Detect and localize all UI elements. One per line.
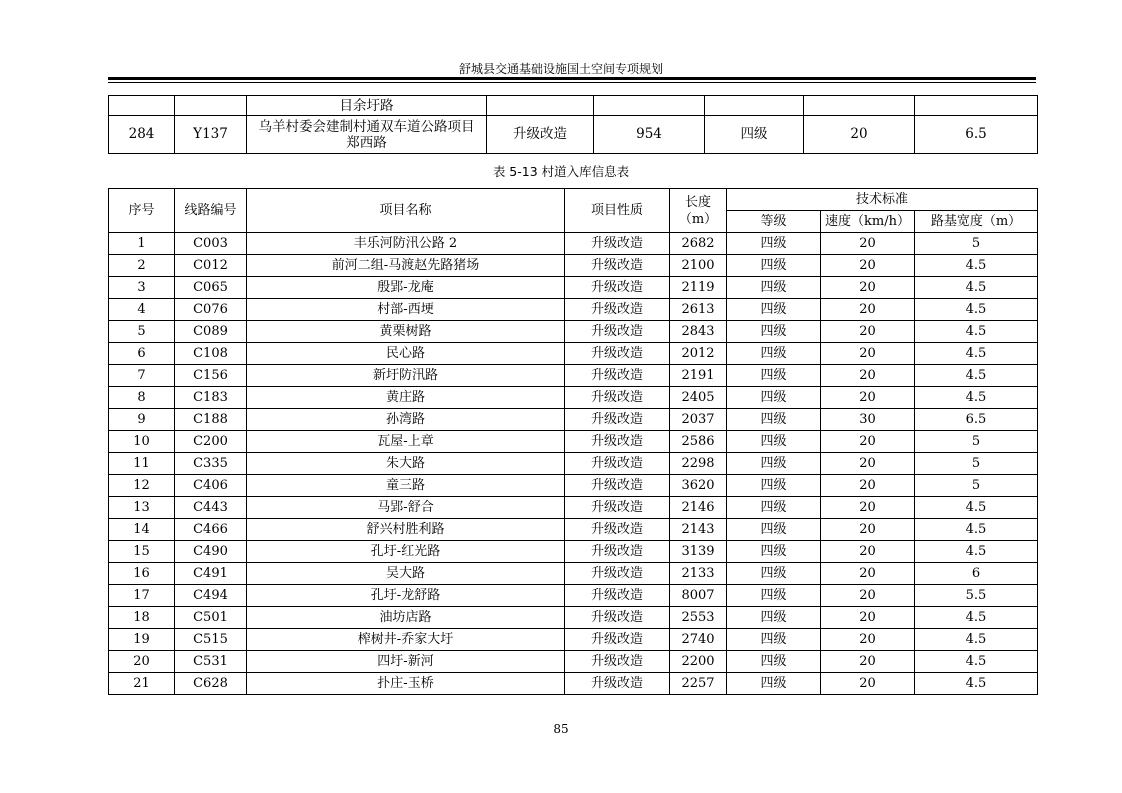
page-number: 85	[553, 722, 569, 736]
cell-project-name: 目余圩路	[247, 96, 487, 116]
cell-roadbed-width: 4.5	[915, 321, 1038, 343]
table-row	[109, 673, 1038, 695]
cell-route-code: C003	[175, 233, 247, 255]
cell-route-code: Y137	[175, 116, 247, 154]
header-route-code: 线路编号	[175, 189, 247, 233]
cell-project-name: 孔圩-龙舒路	[247, 585, 565, 607]
table-row	[109, 409, 1038, 431]
cell-grade: 四级	[727, 541, 821, 563]
cell-seq: 19	[109, 629, 175, 651]
continuation-table	[108, 95, 1038, 154]
cell-grade: 四级	[727, 629, 821, 651]
cell-project-name: 村部-西埂	[247, 299, 565, 321]
table-row	[109, 453, 1038, 475]
cell-length: 954	[594, 116, 705, 154]
cell-project-name: 黄庄路	[247, 387, 565, 409]
cell-speed: 20	[821, 519, 915, 541]
cell-speed: 20	[821, 365, 915, 387]
cell-project-nature: 升级改造	[565, 321, 670, 343]
cell-roadbed-width: 4.5	[915, 255, 1038, 277]
cell-project-nature: 升级改造	[565, 607, 670, 629]
cell-speed: 20	[821, 321, 915, 343]
cell-roadbed-width: 6	[915, 563, 1038, 585]
cell-project-name: 朱大路	[247, 453, 565, 475]
cell-project-nature: 升级改造	[565, 233, 670, 255]
header-speed: 速度（km/h）	[821, 211, 915, 233]
cell-grade: 四级	[727, 497, 821, 519]
cell-roadbed-width: 4.5	[915, 651, 1038, 673]
table-row	[109, 475, 1038, 497]
table-row	[109, 255, 1038, 277]
cell-route-code: C501	[175, 607, 247, 629]
table-row	[109, 519, 1038, 541]
cell-speed: 20	[804, 116, 915, 154]
cell-project-name: 乌羊村委会建制村通双车道公路项目郑西路	[247, 116, 487, 154]
cell-project-name: 民心路	[247, 343, 565, 365]
cell-route-code: C406	[175, 475, 247, 497]
cell-grade: 四级	[727, 607, 821, 629]
table-row	[109, 563, 1038, 585]
cell-route-code: C443	[175, 497, 247, 519]
cell-length: 3620	[670, 475, 727, 497]
cell-roadbed-width: 6.5	[915, 116, 1038, 154]
cell-speed: 20	[821, 673, 915, 695]
cell-roadbed-width: 4.5	[915, 497, 1038, 519]
cell-seq: 10	[109, 431, 175, 453]
cell-seq: 18	[109, 607, 175, 629]
table-row	[109, 585, 1038, 607]
cell-length: 2037	[670, 409, 727, 431]
cell-seq: 16	[109, 563, 175, 585]
cell-grade: 四级	[727, 299, 821, 321]
cell-seq: 21	[109, 673, 175, 695]
cell-seq: 1	[109, 233, 175, 255]
header-length: 长度（m）	[670, 189, 727, 233]
cell-grade: 四级	[727, 233, 821, 255]
cell-route-code: C076	[175, 299, 247, 321]
cell-length: 2613	[670, 299, 727, 321]
cell-roadbed-width: 4.5	[915, 519, 1038, 541]
cell-speed: 20	[821, 497, 915, 519]
cell-length: 2553	[670, 607, 727, 629]
cell-length: 8007	[670, 585, 727, 607]
cell-length: 2405	[670, 387, 727, 409]
cell-project-nature: 升级改造	[565, 563, 670, 585]
cell-seq: 8	[109, 387, 175, 409]
cell-seq: 4	[109, 299, 175, 321]
header-project-name: 项目名称	[247, 189, 565, 233]
cell-roadbed-width: 4.5	[915, 629, 1038, 651]
cell-roadbed-width: 5	[915, 233, 1038, 255]
cell-speed: 20	[821, 343, 915, 365]
cell-project-nature: 升级改造	[565, 255, 670, 277]
cell-grade: 四级	[727, 453, 821, 475]
cell-route-code	[175, 96, 247, 116]
cell-project-name: 扑庄-玉桥	[247, 673, 565, 695]
cell-roadbed-width	[915, 96, 1038, 116]
cell-seq: 14	[109, 519, 175, 541]
cell-speed: 20	[821, 277, 915, 299]
table-row	[109, 96, 1038, 116]
cell-project-nature: 升级改造	[565, 673, 670, 695]
cell-roadbed-width: 4.5	[915, 277, 1038, 299]
table-row	[109, 233, 1038, 255]
cell-project-nature: 升级改造	[565, 387, 670, 409]
cell-roadbed-width: 4.5	[915, 343, 1038, 365]
cell-project-nature: 升级改造	[565, 651, 670, 673]
cell-seq: 3	[109, 277, 175, 299]
cell-roadbed-width: 5	[915, 431, 1038, 453]
table-row	[109, 116, 1038, 154]
cell-speed: 20	[821, 431, 915, 453]
cell-seq: 9	[109, 409, 175, 431]
cell-seq: 6	[109, 343, 175, 365]
cell-length: 3139	[670, 541, 727, 563]
cell-seq	[109, 96, 175, 116]
cell-speed: 20	[821, 255, 915, 277]
cell-grade: 四级	[727, 431, 821, 453]
table-row	[109, 365, 1038, 387]
table-row	[109, 607, 1038, 629]
cell-project-name: 童三路	[247, 475, 565, 497]
cell-project-name: 四圩-新河	[247, 651, 565, 673]
cell-project-nature: 升级改造	[487, 116, 594, 154]
cell-seq: 5	[109, 321, 175, 343]
cell-roadbed-width: 5	[915, 475, 1038, 497]
cell-project-nature: 升级改造	[565, 299, 670, 321]
cell-route-code: C628	[175, 673, 247, 695]
cell-route-code: C089	[175, 321, 247, 343]
cell-project-nature: 升级改造	[565, 365, 670, 387]
cell-grade: 四级	[727, 563, 821, 585]
cell-route-code: C065	[175, 277, 247, 299]
cell-speed: 20	[821, 387, 915, 409]
cell-roadbed-width: 4.5	[915, 673, 1038, 695]
cell-route-code: C108	[175, 343, 247, 365]
cell-speed: 20	[821, 563, 915, 585]
cell-grade: 四级	[727, 277, 821, 299]
header-project-nature: 项目性质	[565, 189, 670, 233]
cell-project-name: 瓦屋-上章	[247, 431, 565, 453]
cell-project-nature: 升级改造	[565, 409, 670, 431]
cell-route-code: C466	[175, 519, 247, 541]
cell-grade: 四级	[727, 343, 821, 365]
header-rule-thin	[108, 82, 1036, 83]
cell-seq: 15	[109, 541, 175, 563]
cell-length: 2200	[670, 651, 727, 673]
cell-project-name: 马郢-舒合	[247, 497, 565, 519]
cell-length: 2843	[670, 321, 727, 343]
table-row	[109, 497, 1038, 519]
cell-grade: 四级	[727, 519, 821, 541]
cell-route-code: C494	[175, 585, 247, 607]
table-row	[109, 299, 1038, 321]
cell-project-nature: 升级改造	[565, 585, 670, 607]
cell-grade: 四级	[727, 409, 821, 431]
cell-route-code: C335	[175, 453, 247, 475]
cell-project-name: 黄栗树路	[247, 321, 565, 343]
cell-speed: 20	[821, 233, 915, 255]
cell-length: 2191	[670, 365, 727, 387]
cell-route-code: C200	[175, 431, 247, 453]
cell-grade: 四级	[727, 255, 821, 277]
cell-route-code: C490	[175, 541, 247, 563]
table-row	[109, 277, 1038, 299]
cell-length: 2257	[670, 673, 727, 695]
cell-route-code: C012	[175, 255, 247, 277]
table-row	[109, 541, 1038, 563]
cell-length: 2012	[670, 343, 727, 365]
cell-length: 2133	[670, 563, 727, 585]
cell-seq: 11	[109, 453, 175, 475]
cell-project-nature: 升级改造	[565, 475, 670, 497]
table-row	[109, 629, 1038, 651]
cell-speed: 30	[821, 409, 915, 431]
cell-length: 2586	[670, 431, 727, 453]
cell-project-name: 舒兴村胜利路	[247, 519, 565, 541]
cell-speed: 20	[821, 541, 915, 563]
cell-project-nature: 升级改造	[565, 541, 670, 563]
cell-roadbed-width: 4.5	[915, 607, 1038, 629]
cell-route-code: C491	[175, 563, 247, 585]
cell-route-code: C188	[175, 409, 247, 431]
cell-project-name: 孙湾路	[247, 409, 565, 431]
cell-seq: 17	[109, 585, 175, 607]
page-header-title: 舒城县交通基础设施国土空间专项规划	[458, 62, 663, 76]
cell-speed: 20	[821, 299, 915, 321]
cell-grade	[705, 96, 804, 116]
table-row	[109, 387, 1038, 409]
cell-seq: 7	[109, 365, 175, 387]
cell-speed: 20	[821, 585, 915, 607]
cell-project-nature	[487, 96, 594, 116]
cell-length: 2146	[670, 497, 727, 519]
cell-roadbed-width: 6.5	[915, 409, 1038, 431]
village-road-table	[108, 188, 1038, 695]
cell-project-nature: 升级改造	[565, 431, 670, 453]
cell-grade: 四级	[727, 365, 821, 387]
cell-seq: 12	[109, 475, 175, 497]
cell-seq: 20	[109, 651, 175, 673]
cell-project-name: 孔圩-红光路	[247, 541, 565, 563]
cell-project-name: 丰乐河防汛公路 2	[247, 233, 565, 255]
table-row	[109, 321, 1038, 343]
cell-seq: 13	[109, 497, 175, 519]
cell-grade: 四级	[727, 673, 821, 695]
cell-grade: 四级	[727, 321, 821, 343]
cell-roadbed-width: 4.5	[915, 541, 1038, 563]
cell-project-nature: 升级改造	[565, 277, 670, 299]
cell-grade: 四级	[727, 475, 821, 497]
cell-project-nature: 升级改造	[565, 629, 670, 651]
table-row	[109, 431, 1038, 453]
cell-grade: 四级	[727, 651, 821, 673]
cell-project-name: 前河二组-马渡赵先路猪场	[247, 255, 565, 277]
cell-route-code: C183	[175, 387, 247, 409]
cell-length: 2119	[670, 277, 727, 299]
cell-speed: 20	[821, 629, 915, 651]
table-caption: 表 5-13 村道入库信息表	[492, 164, 630, 179]
cell-project-nature: 升级改造	[565, 497, 670, 519]
cell-length: 2143	[670, 519, 727, 541]
cell-route-code: C156	[175, 365, 247, 387]
cell-roadbed-width: 4.5	[915, 299, 1038, 321]
cell-speed	[804, 96, 915, 116]
cell-roadbed-width: 4.5	[915, 387, 1038, 409]
cell-project-nature: 升级改造	[565, 453, 670, 475]
cell-project-name: 油坊店路	[247, 607, 565, 629]
cell-roadbed-width: 5	[915, 453, 1038, 475]
cell-grade: 四级	[727, 585, 821, 607]
cell-length: 2740	[670, 629, 727, 651]
cell-speed: 20	[821, 453, 915, 475]
cell-project-name: 榨树井-乔家大圩	[247, 629, 565, 651]
header-grade: 等级	[727, 211, 821, 233]
header-rule-thick	[108, 77, 1036, 80]
cell-project-nature: 升级改造	[565, 343, 670, 365]
header-tech-standard: 技术标准	[727, 189, 1038, 211]
cell-roadbed-width: 4.5	[915, 365, 1038, 387]
cell-length	[594, 96, 705, 116]
cell-speed: 20	[821, 475, 915, 497]
header-roadbed-width: 路基宽度（m）	[915, 211, 1038, 233]
table-row	[109, 343, 1038, 365]
cell-route-code: C515	[175, 629, 247, 651]
cell-project-nature: 升级改造	[565, 519, 670, 541]
cell-route-code: C531	[175, 651, 247, 673]
cell-length: 2298	[670, 453, 727, 475]
cell-length: 2682	[670, 233, 727, 255]
header-seq: 序号	[109, 189, 175, 233]
cell-speed: 20	[821, 607, 915, 629]
cell-project-name: 吴大路	[247, 563, 565, 585]
cell-grade: 四级	[705, 116, 804, 154]
table-row	[109, 651, 1038, 673]
cell-project-name: 殷郢-龙庵	[247, 277, 565, 299]
cell-speed: 20	[821, 651, 915, 673]
cell-roadbed-width: 5.5	[915, 585, 1038, 607]
cell-seq: 284	[109, 116, 175, 154]
cell-length: 2100	[670, 255, 727, 277]
cell-seq: 2	[109, 255, 175, 277]
cell-project-name: 新圩防汛路	[247, 365, 565, 387]
cell-grade: 四级	[727, 387, 821, 409]
